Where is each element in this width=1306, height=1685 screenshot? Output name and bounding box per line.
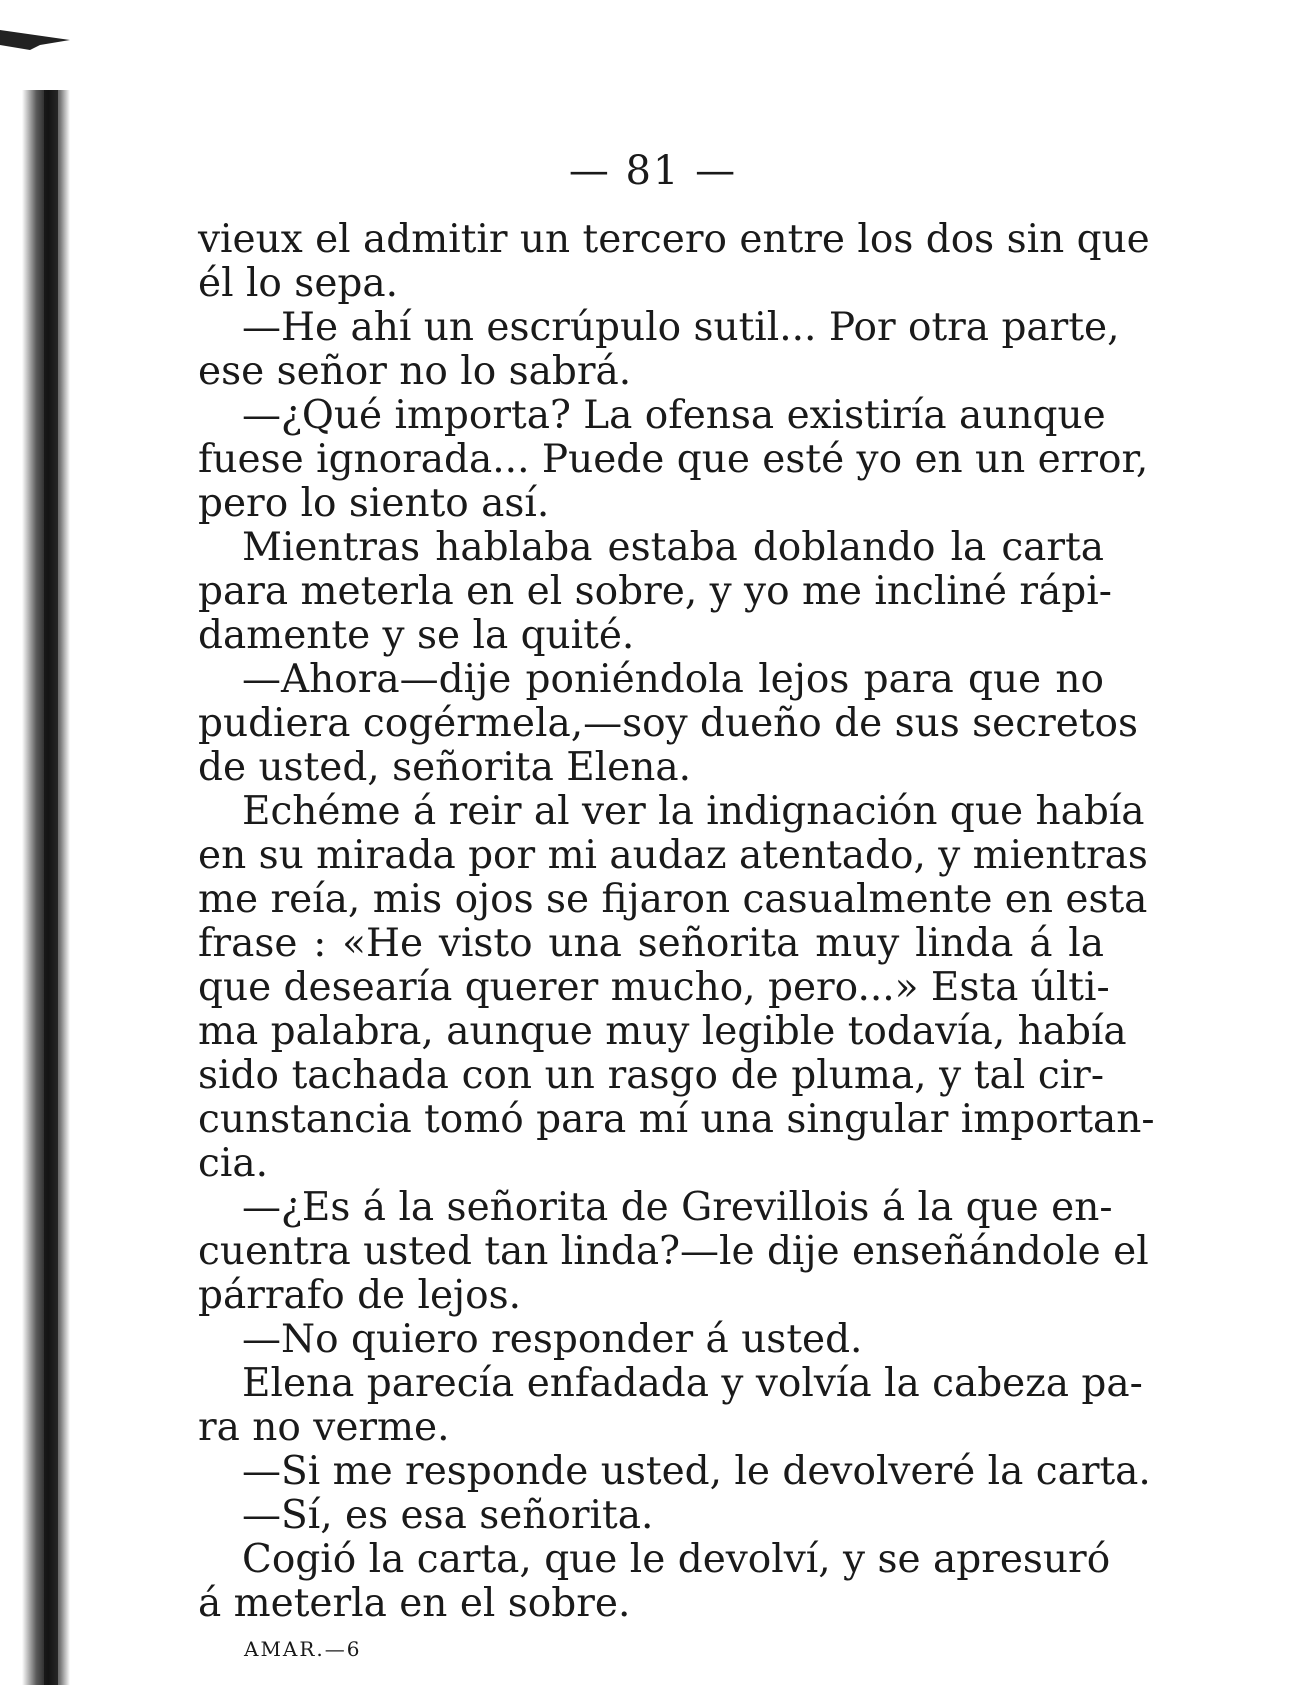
text-line: para meterla en el sobre, y yo me incliné rápi- — [198, 569, 1112, 614]
text-line: —Ahora—dije poniéndola lejos para que no — [242, 657, 1104, 702]
text-line: —Si me responde usted, le devolveré la carta. — [242, 1449, 1151, 1494]
text-line: frase : «He visto una señorita muy linda á la — [198, 921, 1104, 966]
printer-signature: AMAR.—6 — [244, 1637, 362, 1661]
text-line: párrafo de lejos. — [198, 1273, 522, 1318]
text-line: —No quiero responder á usted. — [242, 1317, 863, 1362]
text-line: pero lo siento así. — [198, 481, 550, 526]
text-line: ma palabra, aunque muy legible todavía, había — [198, 1009, 1127, 1054]
text-line: fuese ignorada... Puede que esté yo en un error, — [198, 437, 1149, 482]
text-line: de usted, señorita Elena. — [198, 745, 692, 790]
text-line: él lo sepa. — [198, 261, 399, 306]
text-line: Elena parecía enfadada y volvía la cabeza pa- — [242, 1361, 1143, 1406]
text-line: ese señor no lo sabrá. — [198, 349, 632, 394]
text-line: cia. — [198, 1141, 268, 1186]
text-line: —Sí, es esa señorita. — [242, 1493, 654, 1538]
text-line: damente y se la quité. — [198, 613, 635, 658]
text-line: pudiera cogérmela,—soy dueño de sus secretos — [198, 701, 1138, 746]
page-number: — 81 — — [568, 148, 738, 194]
page-binding-edge — [0, 0, 82, 1685]
text-line: —¿Es á la señorita de Grevillois á la que en- — [242, 1185, 1113, 1230]
text-line: cuentra usted tan linda?—le dije enseñándole el — [198, 1229, 1149, 1274]
text-line: en su mirada por mi audaz atentado, y mientras — [198, 833, 1148, 878]
text-line: sido tachada con un rasgo de pluma, y tal cir- — [198, 1053, 1104, 1098]
text-line: —He ahí un escrúpulo sutil... Por otra parte, — [242, 305, 1120, 350]
text-line: me reía, mis ojos se fijaron casualmente en esta — [198, 877, 1148, 922]
text-line: Cogió la carta, que le devolví, y se apresuró — [242, 1537, 1111, 1582]
text-line: Echéme á reir al ver la indignación que había — [242, 789, 1145, 834]
text-line: —¿Qué importa? La ofensa existiría aunque — [242, 393, 1106, 438]
text-line: cunstancia tomó para mí una singular importan- — [198, 1097, 1155, 1142]
body-text — [198, 217, 1155, 1626]
text-line: que desearía querer mucho, pero...» Esta últi- — [198, 965, 1110, 1010]
text-line: ra no verme. — [198, 1405, 450, 1450]
text-line: vieux el admitir un tercero entre los dos sin que — [198, 217, 1150, 262]
text-line: Mientras hablaba estaba doblando la carta — [242, 525, 1104, 570]
text-line: á meterla en el sobre. — [198, 1581, 631, 1626]
